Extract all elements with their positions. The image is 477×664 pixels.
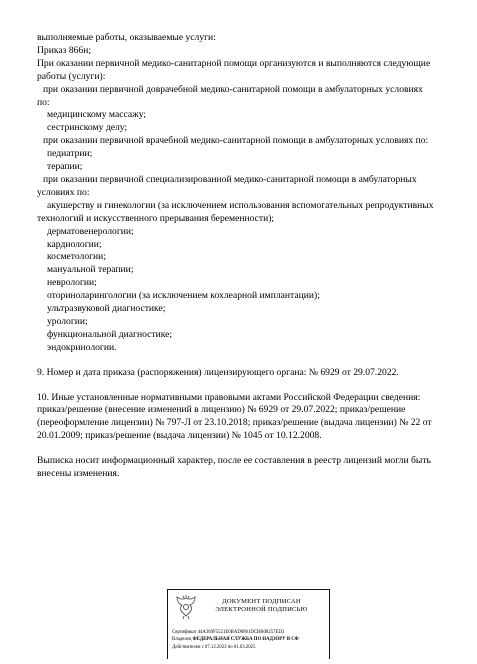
validity-period: Действителен с 07.12.2023 по 01.03.2025: [172, 645, 256, 650]
services-list: [37, 32, 447, 355]
text-line: выполняемые работы, оказываемые услуги:: [37, 32, 216, 43]
text-line: терапии;: [47, 161, 83, 173]
stamp-title-line: ЭЛЕКТРОННОЙ ПОДПИСЬЮ: [215, 606, 308, 614]
electronic-signature-stamp: [167, 589, 330, 659]
text-line: оториноларингологии (за исключением кохлеарной имплантации);: [47, 290, 320, 302]
text-line: по:: [37, 96, 50, 108]
owner-line: [172, 637, 299, 643]
text-line: Выписка носит информационный характер, после ее составления в реестр лицензий могли быть: [37, 455, 431, 467]
text-line: при оказании первичной врачебной медико-санитарной помощи в амбулаторных условиях по:: [43, 135, 429, 147]
text-line: дерматовенерологии;: [47, 225, 134, 237]
text-line: 10. Иные установленные нормативными правовыми актами Российской Федерации сведения:: [37, 391, 421, 403]
text-line: функциональной диагностике;: [47, 328, 173, 340]
section-10: [37, 392, 447, 444]
text-line: при оказании первичной специализированной медико-санитарной помощи в амбулаторных: [43, 173, 417, 185]
text-line: медицинскому массажу;: [47, 109, 147, 121]
text-line: урологии;: [47, 315, 88, 327]
document-body: [37, 32, 447, 481]
text-line: педиатрии;: [47, 148, 93, 160]
owner-name: ФЕДЕРАЛЬНАЯ СЛУЖБА ПО НАДЗОРУ В СФ: [192, 637, 299, 642]
stamp-title-line: ДОКУМЕНТ ПОДПИСАН: [222, 598, 301, 605]
text-line: кардиологии;: [47, 238, 102, 250]
coat-of-arms-icon: [174, 594, 198, 620]
text-line: технологий и искусственного прерывания беременности);: [37, 212, 275, 224]
text-line: неврологии;: [47, 277, 97, 289]
certificate-number: Сертификат 44A369F5521E0BAD0861DCBB08257ED3: [172, 630, 285, 635]
text-line: сестринскому делу;: [47, 122, 128, 134]
text-line: при оказании первичной доврачебной медико-санитарной помощи в амбулаторных условиях: [43, 83, 423, 95]
text-line: 20.01.2009; приказ/решение (выдача лицензии) № 1045 от 10.12.2008.: [37, 430, 322, 442]
text-line: (переоформление лицензии) № 797-Л от 23.10.2018; приказ/решение (выдача лицензии) № 22 от: [37, 417, 432, 429]
text-line: эндокринологии.: [47, 341, 117, 353]
text-line: внесены изменения.: [37, 468, 120, 480]
text-line: Приказ 866н;: [37, 44, 92, 56]
text-line: акушерству и гинекологии (за исключением использования вспомогательных репродуктивных: [47, 199, 434, 211]
text-line: косметологии;: [47, 251, 106, 263]
section-9: 9. Номер и дата приказа (распоряжения) лицензирующего органа: № 6929 от 29.07.2022.: [37, 366, 399, 378]
stamp-title: [198, 598, 325, 615]
text-line: ультразвуковой диагностике;: [47, 303, 166, 315]
text-line: приказ/решение (внесение изменений в лицензию) № 6929 от 29.07.2022; приказ/решение: [37, 404, 406, 416]
text-line: условиях по:: [37, 186, 90, 198]
text-line: При оказании первичной медико-санитарной помощи организуются и выполняются следующие: [37, 57, 431, 69]
text-line: мануальной терапии;: [47, 264, 134, 276]
text-line: работы (услуги):: [37, 70, 106, 82]
owner-label: Владелец: [172, 637, 192, 642]
disclaimer-note: [37, 455, 447, 481]
